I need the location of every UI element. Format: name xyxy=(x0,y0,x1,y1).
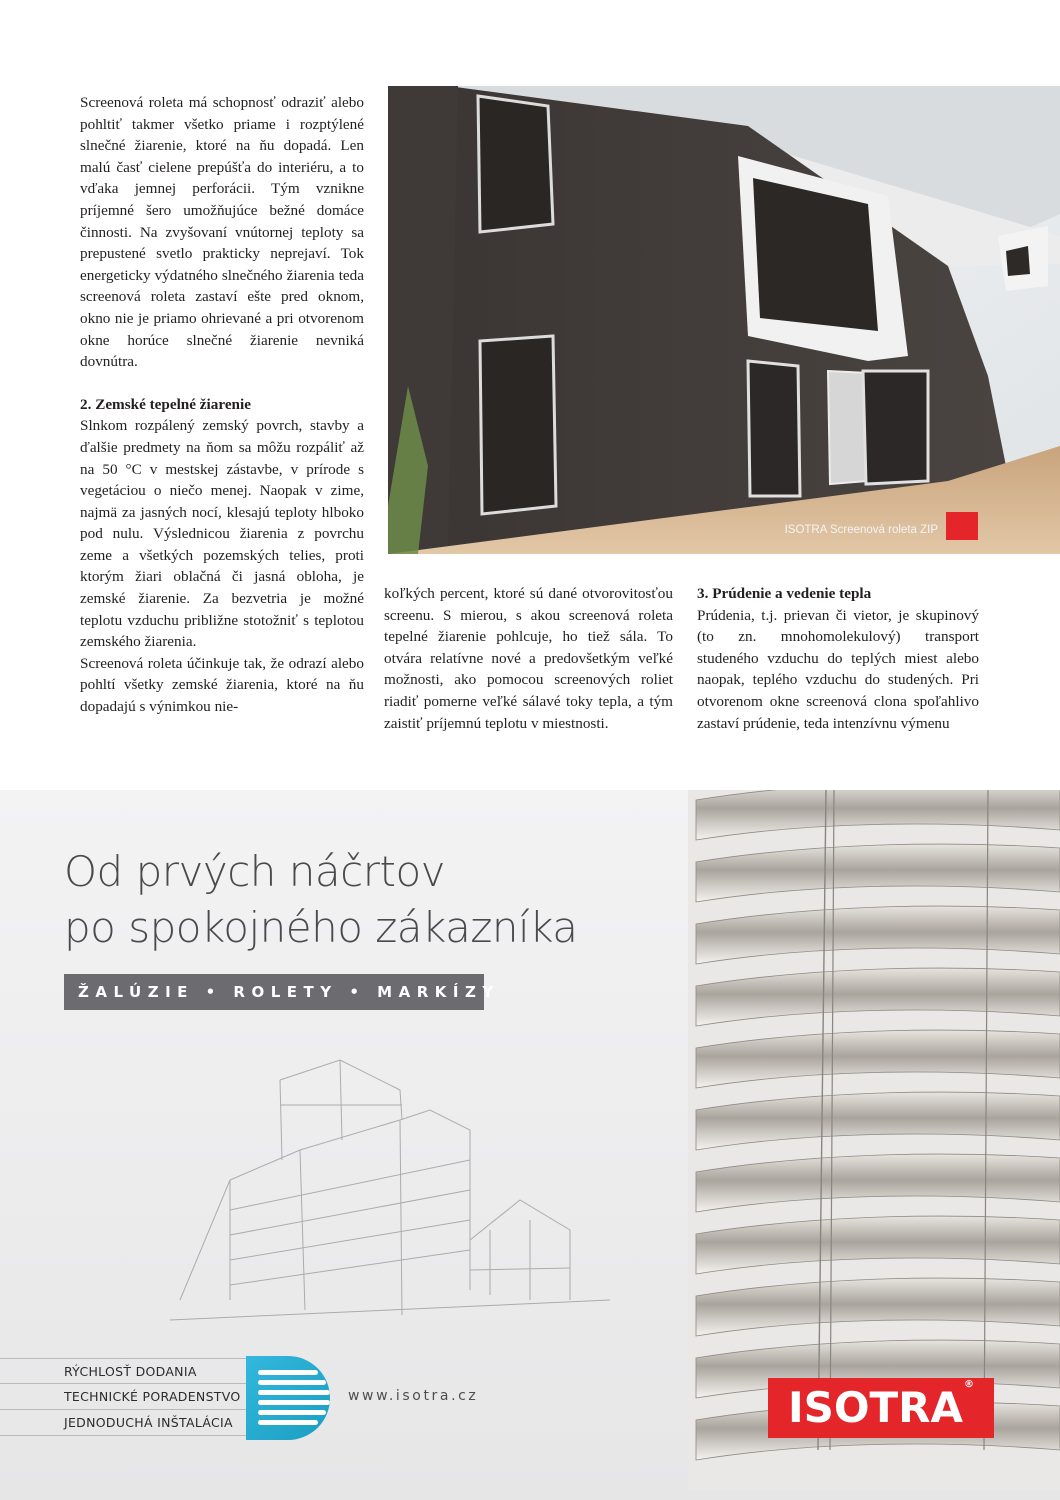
d-stripes-logo-icon xyxy=(246,1356,330,1440)
paragraph: koľkých percent, ktoré sú dané otvorovitosťou screenu. S mierou, s akou screenová roleta tepelné žiarenie pohlcuje, ho tiež sála. To otvára relatívne nové a predovšetkým veľké možnosti, ako pomocou screenových roliet riadiť pomerne veľké sálavé toky tepla, a tým zaistiť príjemnú teplotu v miestnosti. xyxy=(384,585,673,732)
isotra-logo xyxy=(768,1378,994,1438)
article-column-3 xyxy=(697,583,979,734)
section-heading: 3. Prúdenie a vedenie tepla xyxy=(697,585,872,602)
photo-caption: ISOTRA Screenová roleta ZIP xyxy=(784,524,938,536)
product-band: ŽALÚZIE • ROLETY • MARKÍZY xyxy=(64,974,484,1010)
registered-mark: ® xyxy=(964,1379,975,1390)
house-photo xyxy=(388,86,1060,554)
paragraph: Screenová roleta má schopnosť odraziť alebo pohltiť takmer všetko priame i rozptýlené slnečné žiarenie, ktoré na ňu dopadá. Len malú časť cielene prepúšťa do interiéru, a to vďaka jemnej perforácii. Tým vznikne príjemné šero umožňujúce bežné domáce činnosti. Na zvyšovaní vnútornej teploty sa prepustené svetlo prakticky neprejaví. Tok energeticky výdatného slnečného žiarenia teda screenová roleta zastaví ešte pred oknom, okno nie je priamo ohrievané a pri otvorenom okne horúce slnečné žiarenie nevniká dovnútra. xyxy=(80,94,364,371)
benefit-item: JEDNODUCHÁ INŠTALÁCIA xyxy=(0,1410,250,1436)
building-sketch-illustration xyxy=(170,1030,630,1330)
benefit-item: TECHNICKÉ PORADENSTVO xyxy=(0,1384,250,1410)
red-square-icon xyxy=(946,512,978,540)
paragraph: Prúdenia, t.j. prievan či vietor, je skupinový (to zn. mnohomolekulový) transport studeného vzduchu do teplých miest alebo naopak, teplého vzduchu do studených. Pri otvorenom okne screenová clona spoľahlivo zastaví prúdenie, teda intenzívnu výmenu xyxy=(697,606,979,732)
logo-text: ISOTRA xyxy=(787,1383,964,1432)
benefits-list xyxy=(0,1358,250,1436)
section-heading: 2. Zemské tepelné žiarenie xyxy=(80,395,251,413)
benefit-item: RÝCHLOSŤ DODANIA xyxy=(0,1358,250,1384)
headline-line: Od prvých náčrtov xyxy=(64,847,446,896)
paragraph: Slnkom rozpálený zemský povrch, stavby a ďalšie predmety na ňom sa môžu rozpáliť až na 50 °C v mestskej zástavbe, v prírode s vegetáciou o niečo menej. Naopak v zime, najmä za jasných nocí, klesajú teploty hlboko pod nulu. Výslednicou žiarenia z povrchu zeme a všetkých pozemských telies, proti ktorým žiari oblačná či jasná obloha, je zemské žiarenie. Za bezvetria je možné teplotu vzduchu približne stotožniť s teplotou zemského žiarenia. xyxy=(80,417,364,651)
article-column-1 xyxy=(80,92,364,718)
website-link[interactable]: www.isotra.cz xyxy=(348,1388,479,1404)
headline-line: po spokojného zákazníka xyxy=(64,903,578,952)
house-illustration xyxy=(388,86,1060,554)
article-column-2 xyxy=(384,583,673,734)
paragraph: Screenová roleta účinkuje tak, že odrazí alebo pohltí všetky zemské žiarenia, ktoré na ňu dopadajú s výnimkou nie- xyxy=(80,654,364,716)
isotra-advertisement xyxy=(0,790,1060,1500)
ad-headline xyxy=(64,844,578,956)
